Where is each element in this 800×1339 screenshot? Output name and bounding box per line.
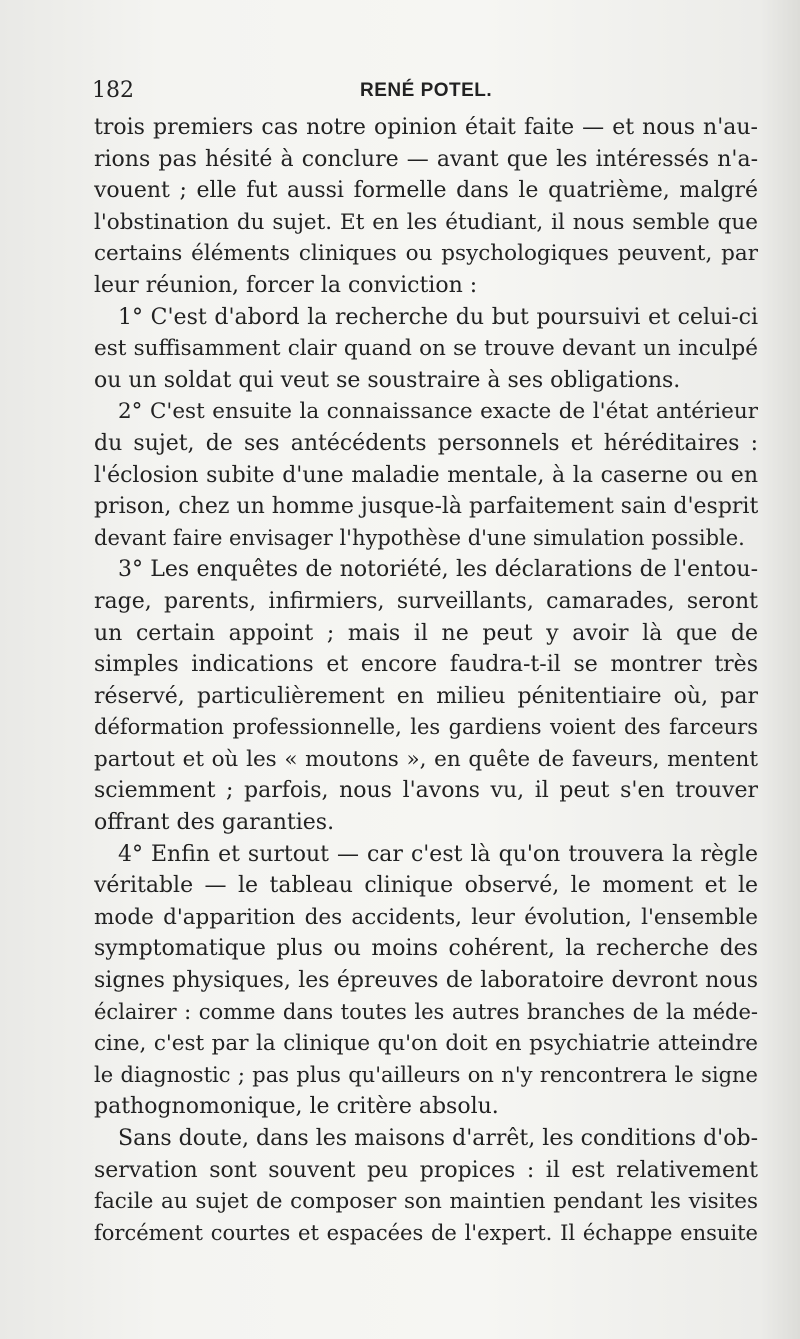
text-line: l'éclosion subite d'une maladie mentale, à la caserne ou en: [94, 462, 758, 488]
text-line: prison, chez un homme jusque-là parfaitement sain d'esprit: [94, 494, 758, 520]
text-line: vouent ; elle fut aussi formelle dans le quatrième, malgré: [94, 178, 758, 204]
text-line: offrant des garanties.: [94, 810, 335, 836]
text-line: 1° C'est d'abord la recherche du but poursuivi et celui-ci: [118, 304, 758, 330]
text-line: réservé, particulièrement en milieu pénitentiaire où, par: [94, 683, 758, 709]
text-line: 2° C'est ensuite la connaissance exacte de l'état antérieur: [118, 399, 758, 425]
text-line: éclairer : comme dans toutes les autres branches de la méde-: [94, 999, 758, 1024]
text-line: simples indications et encore faudra-t-il se montrer très: [94, 652, 758, 678]
text-line: déformation professionnelle, les gardiens voient des farceurs: [94, 715, 758, 740]
text-line: devant faire envisager l'hypothèse d'une simulation possible.: [94, 525, 745, 550]
text-line: signes physiques, les épreuves de laboratoire devront nous: [94, 968, 758, 994]
text-line: du sujet, de ses antécédents personnels et héréditaires :: [94, 430, 758, 456]
text-line: servation sont souvent peu propices : il est relativement: [94, 1157, 758, 1183]
text-line: un certain appoint ; mais il ne peut y avoir là que de: [94, 620, 758, 646]
text-line: véritable — le tableau clinique observé, le moment et le: [94, 873, 758, 899]
text-line: pathognomonique, le critère absolu.: [94, 1094, 499, 1120]
text-line: leur réunion, forcer la conviction :: [94, 272, 478, 298]
text-line: mode d'apparition des accidents, leur évolution, l'ensemble: [94, 904, 758, 930]
text-line: le diagnostic ; pas plus qu'ailleurs on n'y rencontrera le signe: [94, 1062, 758, 1087]
page-header: [92, 78, 752, 108]
text-line: Sans doute, dans les maisons d'arrêt, les conditions d'ob-: [118, 1126, 758, 1151]
text-line: est suffisamment clair quand on se trouve devant un inculpé: [94, 336, 758, 362]
running-title: RENÉ POTEL.: [360, 80, 493, 101]
page-number: 182: [92, 78, 134, 103]
text-line: rions pas hésité à conclure — avant que les intéressés n'a-: [94, 146, 758, 172]
text-line: 3° Les enquêtes de notoriété, les déclarations de l'entou-: [118, 557, 758, 583]
text-line: 4° Enfin et surtout — car c'est là qu'on trouvera la règle: [118, 841, 758, 867]
body-text: [94, 112, 758, 1249]
text-line: rage, parents, infirmiers, surveillants, camarades, seront: [94, 588, 758, 614]
text-line: symptomatique plus ou moins cohérent, la recherche des: [94, 936, 758, 962]
text-line: certains éléments cliniques ou psychologiques peuvent, par: [94, 241, 758, 267]
text-line: l'obstination du sujet. Et en les étudiant, il nous semble que: [94, 209, 758, 235]
text-line: facile au sujet de composer son maintien pendant les visites: [94, 1189, 758, 1215]
text-line: cine, c'est par la clinique qu'on doit en psychiatrie atteindre: [94, 1031, 758, 1057]
text-line: sciemment ; parfois, nous l'avons vu, il peut s'en trouver: [94, 778, 758, 804]
text-line: trois premiers cas notre opinion était faite — et nous n'au-: [94, 115, 758, 140]
text-line: ou un soldat qui veut se soustraire à ses obligations.: [94, 367, 681, 393]
text-line: partout et où les « moutons », en quête de faveurs, mentent: [94, 746, 758, 772]
text-line: forcément courtes et espacées de l'expert. Il échappe ensuite: [94, 1220, 758, 1245]
